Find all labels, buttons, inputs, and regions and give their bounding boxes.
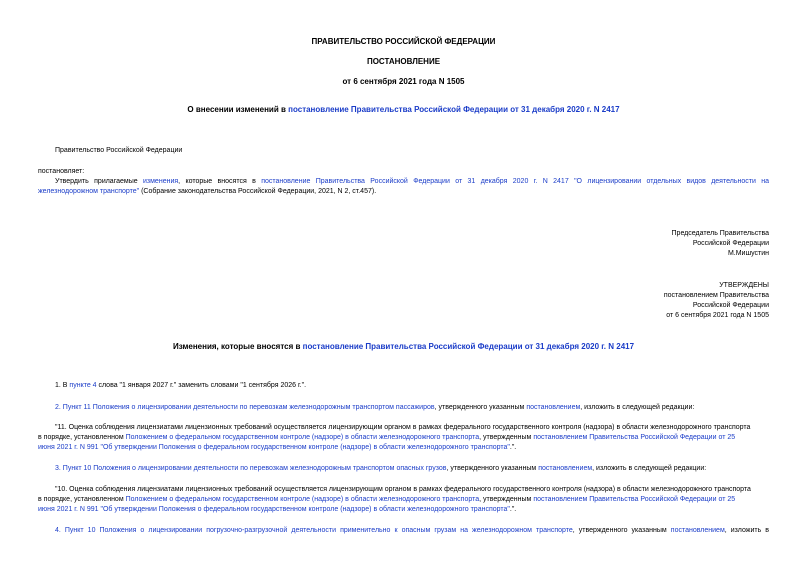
item-text: , утвержденного указанным — [572, 527, 671, 534]
decides: постановляет: — [38, 168, 85, 175]
item-text: , изложить в — [724, 527, 769, 534]
decision-line-1 — [55, 177, 769, 186]
title-text: О внесении изменений в — [187, 105, 289, 114]
quote-1-line-1: "11. Оценка соблюдения лицензиатами лицензионных требований осуществляется лицензирующим органом в рамках федерального государственного контроля (надзора) в области железнодорожного транспорта — [55, 424, 751, 431]
approval-line-2: постановлением Правительства — [663, 292, 769, 299]
changes-title — [0, 342, 807, 352]
quote-text: , утвержденным — [479, 496, 534, 503]
changes-title-link[interactable]: постановление Правительства Российской Федерации от 31 декабря 2020 г. N 2417 — [302, 342, 635, 351]
item-3-num: 3. — [55, 465, 63, 472]
decision-text: Утвердить прилагаемые — [55, 178, 143, 185]
quote-2-line-3 — [38, 505, 516, 514]
quote-text: .". — [509, 444, 517, 451]
quote-text: , утвержденным — [479, 434, 534, 441]
item-4-num: 4. — [55, 527, 65, 534]
changes-title-text: Изменения, которые вносятся в — [172, 342, 303, 351]
quote-1-resolution-link[interactable]: постановлением Правительства Российской Федерации от 25 — [533, 434, 736, 441]
approval-stamp: УТВЕРЖДЕНЫ — [719, 282, 769, 289]
quote-2-resolution-link[interactable]: постановлением Правительства Российской Федерации от 25 — [533, 496, 736, 503]
decision-text: (Собрание законодательства Российской Федерации, 2021, N 2, ст.457). — [139, 188, 377, 195]
header-org: ПРАВИТЕЛЬСТВО РОССИЙСКОЙ ФЕДЕРАЦИИ — [311, 37, 496, 46]
item-text: , утвержденного указанным — [446, 465, 539, 472]
quote-2-line-2 — [38, 495, 735, 504]
issuer: Правительство Российской Федерации — [55, 147, 183, 154]
item-1-link[interactable]: пункте 4 — [69, 382, 97, 389]
header-date-number: от 6 сентября 2021 года N 1505 — [342, 77, 465, 86]
item-1 — [55, 381, 306, 390]
quote-1-resolution-link-cont[interactable]: июня 2021 г. N 991 "Об утверждении Положения о федеральном государственном контроле (надзоре) в области железнодорожного транспорта" — [38, 444, 510, 451]
item-3-link[interactable]: Пункт 10 Положения о лицензировании деятельности по перевозкам железнодорожным транспортом опасных грузов — [62, 465, 447, 472]
approval-line-4: от 6 сентября 2021 года N 1505 — [666, 312, 769, 319]
decision-text: , которые вносятся в — [178, 178, 262, 185]
item-2 — [55, 403, 694, 412]
signature-country: Российской Федерации — [692, 240, 769, 247]
item-4 — [55, 526, 769, 535]
title-link[interactable]: постановление Правительства Российской Федерации от 31 декабря 2020 г. N 2417 — [288, 105, 620, 114]
quote-text: .". — [509, 506, 517, 513]
item-4-resolution-link[interactable]: постановлением — [670, 527, 725, 534]
quote-1-regulation-link[interactable]: Положением о федеральном государственном контроле (надзоре) в области железнодорожного транспорта — [125, 434, 480, 441]
quote-1-line-3 — [38, 443, 516, 452]
quote-2-regulation-link[interactable]: Положением о федеральном государственном контроле (надзоре) в области железнодорожного транспорта — [125, 496, 480, 503]
item-4-link[interactable]: Пункт 10 Положения о лицензировании погрузочно-разгрузочной деятельности применительно к опасным грузам на железнодорожном транспорте — [64, 527, 573, 534]
item-3-resolution-link[interactable]: постановлением — [538, 465, 593, 472]
item-text: , утвержденного указанным — [434, 404, 527, 411]
decision-line-2 — [38, 187, 376, 196]
approval-line-3: Российской Федерации — [692, 302, 769, 309]
item-text: слова "1 января 2027 г." заменить словами "1 сентября 2026 г.". — [96, 382, 307, 389]
quote-text: в порядке, установленном — [38, 434, 126, 441]
item-text: 1. В — [55, 382, 70, 389]
quote-2-line-1: "10. Оценка соблюдения лицензиатами лицензионных требований осуществляется лицензирующим органом в рамках федерального государственного контроля (надзора) в области железнодорожного транспорта — [55, 486, 751, 493]
item-text: , изложить в следующей редакции: — [592, 465, 707, 472]
quote-text: в порядке, установленном — [38, 496, 126, 503]
item-2-resolution-link[interactable]: постановлением — [526, 404, 581, 411]
resolution-link-cont[interactable]: железнодорожном транспорте" — [38, 188, 140, 195]
document-title — [0, 105, 807, 115]
signature-title: Председатель Правительства — [671, 230, 769, 237]
item-2-num: 2. — [55, 404, 63, 411]
item-3 — [55, 464, 706, 473]
signature-name: М.Мишустин — [727, 250, 769, 257]
item-text: , изложить в следующей редакции: — [580, 404, 695, 411]
resolution-link[interactable]: постановление Правительства Российской Федерации от 31 декабря 2020 г. N 2417 "О лицензировании отдельных видов деятельности на — [261, 178, 769, 185]
header-doc-type: ПОСТАНОВЛЕНИЕ — [366, 57, 441, 66]
quote-2-resolution-link-cont[interactable]: июня 2021 г. N 991 "Об утверждении Положения о федеральном государственном контроле (надзоре) в области железнодорожного транспорта" — [38, 506, 510, 513]
item-2-link[interactable]: Пункт 11 Положения о лицензировании деятельности по перевозкам железнодорожным транспортом пассажиров — [62, 404, 435, 411]
quote-1-line-2 — [38, 433, 735, 442]
changes-link[interactable]: изменения — [143, 178, 179, 185]
